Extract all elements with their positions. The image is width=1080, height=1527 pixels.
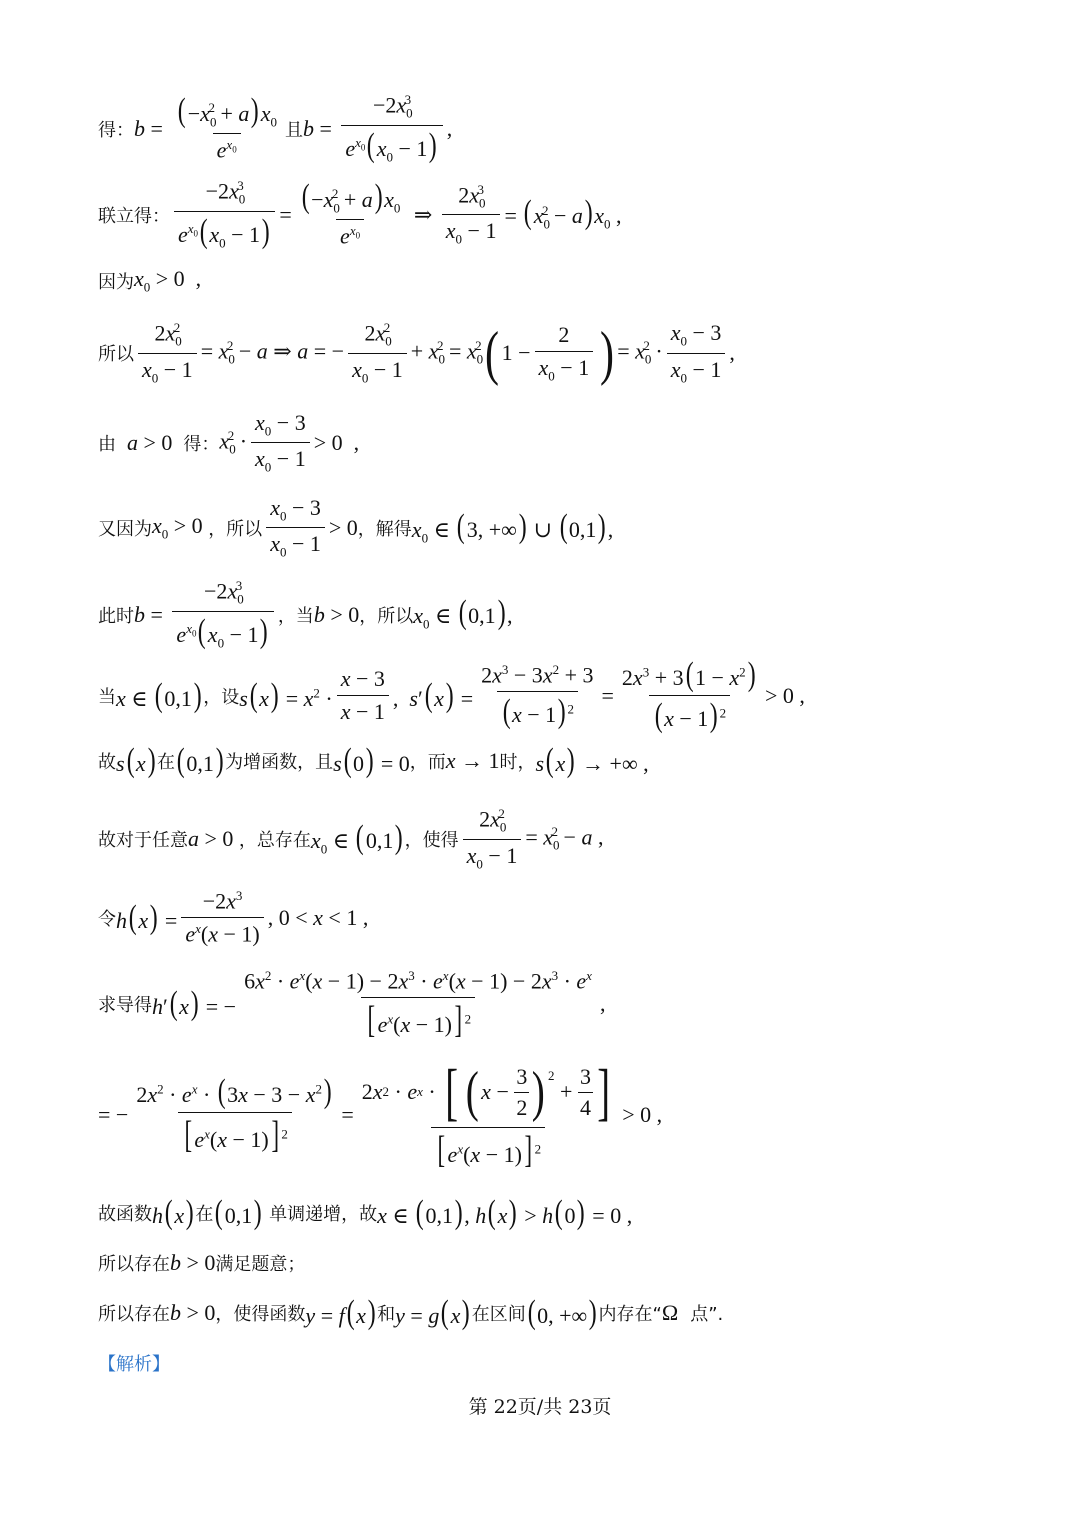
line-14: 故函数 h(x) 在 (0,1) 单调递增，故 x ∈ (0,1), h(x) > h(0) = 0 ,	[98, 1194, 633, 1231]
fraction: $\frac{-2x_0^3}{e^{x_0}(x_0 - 1)}$	[172, 578, 273, 651]
fraction: $\frac{2x_0^2}{x_0 - 1}$	[138, 320, 197, 386]
fraction: $\frac{x_0 - 3}{x_0 - 1}$	[266, 495, 325, 561]
fraction: $\frac{(-x_0^2 + a)x_0}{e^{x_0}}$	[301, 177, 401, 249]
line-12: 求导得 h′(x) = − $\frac{6x^2 \cdot e^x(x - 1) - 2x^3 \cdot e^x(x - 1) - 2x^3 \cdot e^x}{[ e^x(x - 1)] ^2}$ ,	[98, 968, 606, 1042]
text: 在区间	[471, 1304, 526, 1325]
text: 单调递增，故	[269, 1204, 378, 1225]
text: 故对于任意	[98, 830, 188, 852]
text: 令	[98, 908, 116, 930]
text: 因为	[98, 271, 134, 293]
line-9: 故 s(x) 在 (0,1) 为增函数，且 s(0) = 0 ，而 x → 1 时， s(x) → +∞ ,	[98, 742, 649, 779]
text: ，而	[409, 752, 446, 773]
text: ，当	[277, 605, 314, 627]
text: 此时	[98, 605, 134, 627]
fraction: $\frac{-2x^3}{e^x(x - 1)}$	[181, 888, 263, 948]
line-10: 故对于任意 a > 0 ，总存在 $x_0$ ∈ (0,1) ，使得 $\frac{2x_0^2}{x_0 - 1}$ = $x_0^2 - a$ ,	[98, 806, 604, 872]
text: 所以存在	[98, 1254, 170, 1275]
section-label: 【解析】	[98, 1354, 170, 1375]
fraction: $\frac{2}{x_0 - 1}$	[535, 322, 594, 384]
text: 在	[156, 752, 175, 773]
text: 满足题意；	[215, 1254, 306, 1275]
text: 求导得	[98, 994, 152, 1016]
fraction: $\frac{2x^2 \cdot e^x \cdot (3x - 3 - x^2)}{[ e^x(x - 1)] ^2}$	[136, 1073, 332, 1156]
text: 时，	[499, 752, 536, 773]
text: ，所以	[208, 518, 263, 540]
text: ，设	[203, 686, 240, 708]
text: 为增函数，且	[225, 752, 334, 773]
line-16: 所以存在 b > 0 ，使得函数 y = f(x) 和 y = g(x) 在区间 (0, +∞) 内存在“ Ω 点”.	[98, 1294, 724, 1331]
fraction: $\frac{-2x_0^3}{e^{x_0}(x_0 - 1)}$	[341, 92, 442, 165]
line-6: 又因为 $x_0 > 0$ ，所以 $\frac{x_0 - 3}{x_0 - 1}$ > 0 ，解得 $x_0$ ∈ (3, +∞) ∪ (0,1),	[98, 495, 614, 560]
text: ，使得	[404, 830, 459, 852]
text: 点”.	[690, 1304, 724, 1325]
text: 内存在“	[598, 1304, 662, 1325]
text: 当	[98, 686, 116, 708]
line-3: 因为 $x_0 > 0$ ,	[98, 266, 202, 295]
fraction: $\frac{2x_0^2}{x_0 - 1}$	[348, 320, 407, 386]
text: 故	[98, 752, 116, 773]
fraction: $\frac{-2x_0^3}{e^{x_0}(x_0 - 1)}$	[174, 178, 275, 251]
text: 由	[98, 433, 116, 455]
text: 且	[284, 119, 303, 141]
line-4: 所以 $\frac{2x_0^2}{x_0 - 1}$ = $x_0^2 - a$ ⇒ a = − $\frac{2x_0^2}{x_0 - 1}$ + $x_0^2 = x_0^2$ ( 1 − $\frac{2}{x_0 - 1}$ ) = $x_0^2$ · $\frac{x_0 - 3}{x_0 - 1}$ ,	[98, 320, 735, 387]
text: 故函数	[98, 1204, 152, 1225]
line-11: 令 h(x) = $\frac{-2x^3}{e^x(x - 1)}$ , 0 < x < 1 ,	[98, 888, 369, 947]
text: ，使得函数	[215, 1304, 306, 1325]
page-footer: 第 22页/共 23页	[468, 1396, 612, 1418]
line-1: 得： b = $\frac{(-x_0^2 + a)x_0}{e^{x_0}}$ 且 b = $\frac{-2x_0^3}{e^{x_0}(x_0 - 1)}$ ,	[98, 91, 453, 165]
fraction: $\frac{x_0 - 3}{x_0 - 1}$	[251, 410, 310, 476]
text: 得：	[98, 119, 134, 141]
line-5: 由 a > 0 得： $x_0^2$ · $\frac{x_0 - 3}{x_0 - 1}$ > 0 ,	[98, 410, 360, 475]
fraction: $\frac{2x^3 + 3(1 - x^2)}{(x - 1) ^2}$	[621, 656, 756, 734]
text: 和	[377, 1304, 396, 1325]
fraction: $\frac{2x_0^2}{x_0 - 1}$	[463, 806, 522, 872]
text: 所以	[98, 344, 134, 366]
line-13: = − $\frac{2x^2 \cdot e^x \cdot (3x - 3 - x^2)}{[ e^x(x - 1)] ^2}$ = 2 x 2 · e x · [ ( x − $\frac{3}{2}$ ) $^2$ + $\frac{3}{4}$ ] [ $e^x(x - 1)$] $^2$ > 0 ,	[98, 1056, 663, 1171]
fraction: $\frac{(-x_0^2 + a)x_0}{e^{x_0}}$	[178, 91, 277, 163]
text: ，总存在	[238, 830, 311, 852]
section-label-jiexi	[98, 1350, 170, 1376]
line-2: 联立得： $\frac{-2x_0^3}{e^{x_0}(x_0 - 1)}$ = $\frac{(-x_0^2 + a)x_0}{e^{x_0}}$ ⇒ $\frac{2x_0^3}{x_0 - 1}$ = $(x_0^2 - a)x_0$ ,	[98, 177, 622, 251]
line-15: 所以存在 b > 0 满足题意；	[98, 1250, 306, 1275]
text: 又因为	[98, 518, 152, 540]
line-8: 当 x ∈ (0,1) ，设 $s(x) = x^2$ · $\frac{x - 3}{x - 1}$ , s′(x) = $\frac{2x^3 - 3x^2 + 3}{(x - 1) ^2}$ = $\frac{2x^3 + 3(1 - x^2)}{(x - 1) ^2}$ > 0 ,	[98, 656, 805, 734]
text: 得：	[183, 433, 220, 455]
fraction: $\frac{x - 3}{x - 1}$	[337, 666, 389, 725]
text: ，解得	[357, 518, 412, 540]
line-7: 此时 b = $\frac{-2x_0^3}{e^{x_0}(x_0 - 1)}$ ，当 b > 0 ，所以 $x_0$ ∈ (0,1),	[98, 578, 513, 651]
fraction: $\frac{x_0 - 3}{x_0 - 1}$	[667, 320, 726, 386]
fraction: 2 x 2 · e x · [ ( x − $\frac{3}{2}$ ) $^2$ + $\frac{3}{4}$ ] [ $e^x(x - 1)$] $^2$	[361, 1056, 610, 1171]
text: 联立得：	[98, 205, 170, 227]
fraction: $\frac{6x^2 \cdot e^x(x - 1) - 2x^3 \cdot e^x(x - 1) - 2x^3 \cdot e^x}{[ e^x(x - 1)] ^2}$	[244, 968, 592, 1042]
fraction: $\frac{2x^3 - 3x^2 + 3}{(x - 1) ^2}$	[481, 661, 594, 731]
text: 所以存在	[98, 1304, 170, 1325]
fraction: $\frac{2x_0^3}{x_0 - 1}$	[442, 182, 501, 248]
text: 在	[195, 1204, 214, 1225]
text: ，所以	[359, 605, 414, 627]
